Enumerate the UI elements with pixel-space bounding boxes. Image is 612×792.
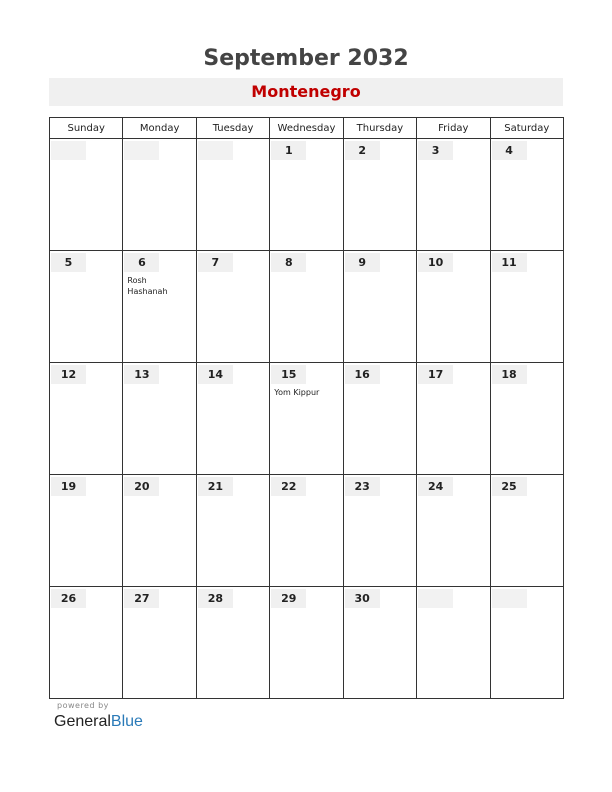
day-number: 9	[345, 253, 380, 272]
day-cell[interactable]	[196, 139, 269, 251]
weekday-header-row	[50, 118, 564, 139]
brand-general-text: General	[54, 713, 111, 730]
country-banner	[49, 78, 563, 106]
day-cell[interactable]	[123, 475, 196, 587]
day-number: 5	[51, 253, 86, 272]
day-cell[interactable]	[343, 475, 416, 587]
day-number: 15	[271, 365, 306, 384]
day-cell[interactable]	[196, 363, 269, 475]
day-cell[interactable]	[417, 139, 490, 251]
day-number: 18	[492, 365, 527, 384]
day-cell[interactable]	[417, 587, 490, 699]
day-cell[interactable]	[50, 251, 123, 363]
day-number	[124, 141, 159, 160]
day-number: 22	[271, 477, 306, 496]
day-number: 28	[198, 589, 233, 608]
day-cell[interactable]	[490, 251, 563, 363]
day-cell[interactable]	[417, 251, 490, 363]
day-cell[interactable]	[343, 251, 416, 363]
day-number: 21	[198, 477, 233, 496]
day-number: 24	[418, 477, 453, 496]
day-cell[interactable]	[490, 363, 563, 475]
week-row	[50, 139, 564, 251]
weekday-tuesday: Tuesday	[196, 118, 269, 139]
day-cell[interactable]	[123, 363, 196, 475]
day-cell[interactable]	[50, 475, 123, 587]
day-number: 7	[198, 253, 233, 272]
day-number: 8	[271, 253, 306, 272]
week-row	[50, 587, 564, 699]
day-number: 26	[51, 589, 86, 608]
weekday-thursday: Thursday	[343, 118, 416, 139]
day-cell[interactable]	[123, 251, 196, 363]
day-cell[interactable]	[50, 587, 123, 699]
day-cell[interactable]	[490, 475, 563, 587]
weekday-sunday: Sunday	[50, 118, 123, 139]
holiday-event: Yom Kippur	[274, 388, 320, 397]
day-number: 30	[345, 589, 380, 608]
week-row	[50, 363, 564, 475]
powered-by-label: powered by	[57, 701, 109, 710]
weekday-wednesday: Wednesday	[270, 118, 343, 139]
day-number: 13	[124, 365, 159, 384]
day-number: 6	[124, 253, 159, 272]
day-cell[interactable]	[270, 475, 343, 587]
day-number: 19	[51, 477, 86, 496]
day-cell[interactable]	[270, 139, 343, 251]
day-cell[interactable]	[490, 139, 563, 251]
day-number: 20	[124, 477, 159, 496]
day-cell[interactable]	[417, 475, 490, 587]
day-cell[interactable]	[270, 251, 343, 363]
page-title: September 2032	[203, 46, 409, 71]
brand-blue-text: Blue	[110, 713, 143, 730]
weekday-friday: Friday	[417, 118, 490, 139]
day-cell[interactable]	[343, 363, 416, 475]
day-number: 1	[271, 141, 306, 160]
day-cell[interactable]	[270, 587, 343, 699]
day-cell[interactable]	[196, 587, 269, 699]
week-row	[50, 475, 564, 587]
day-cell[interactable]	[196, 475, 269, 587]
day-cell[interactable]	[196, 251, 269, 363]
day-number: 2	[345, 141, 380, 160]
day-number	[51, 141, 86, 160]
day-number: 25	[492, 477, 527, 496]
generalblue-logo[interactable]	[54, 713, 143, 731]
day-number: 3	[418, 141, 453, 160]
day-number: 12	[51, 365, 86, 384]
day-number: 23	[345, 477, 380, 496]
day-number: 17	[418, 365, 453, 384]
day-cell[interactable]	[343, 587, 416, 699]
day-cell[interactable]	[343, 139, 416, 251]
day-cell[interactable]	[123, 139, 196, 251]
day-cell[interactable]	[490, 587, 563, 699]
calendar-grid	[49, 117, 564, 699]
holiday-event: Rosh Hashanah	[127, 276, 168, 296]
weekday-saturday: Saturday	[490, 118, 563, 139]
day-number: 16	[345, 365, 380, 384]
day-number	[198, 141, 233, 160]
day-number: 14	[198, 365, 233, 384]
day-number	[418, 589, 453, 608]
day-cell[interactable]	[123, 587, 196, 699]
day-number: 11	[492, 253, 527, 272]
day-cell[interactable]	[270, 363, 343, 475]
day-number	[492, 589, 527, 608]
country-name: Montenegro	[251, 82, 361, 101]
weekday-monday: Monday	[123, 118, 196, 139]
day-number: 29	[271, 589, 306, 608]
day-cell[interactable]	[417, 363, 490, 475]
week-row	[50, 251, 564, 363]
day-number: 10	[418, 253, 453, 272]
day-cell[interactable]	[50, 139, 123, 251]
day-cell[interactable]	[50, 363, 123, 475]
day-number: 4	[492, 141, 527, 160]
day-number: 27	[124, 589, 159, 608]
